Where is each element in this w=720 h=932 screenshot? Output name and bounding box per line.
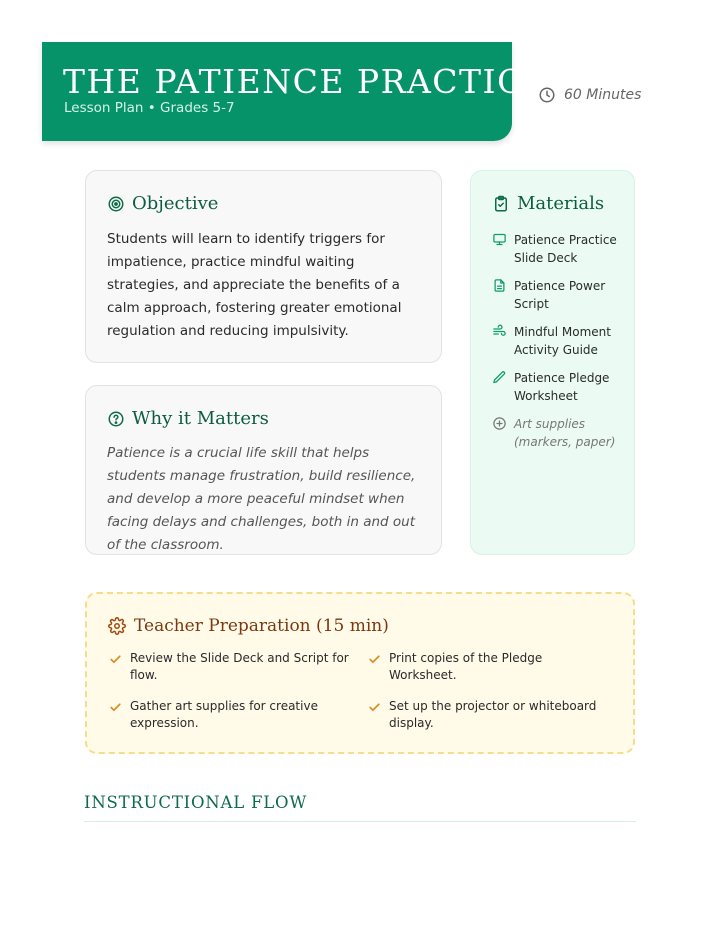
target-icon [107, 195, 125, 213]
materials-title: Materials [517, 193, 605, 214]
materials-card [470, 170, 635, 555]
section-divider [84, 821, 636, 822]
teacher-preparation-card [85, 592, 635, 754]
document-icon [492, 278, 507, 293]
checkmark-icon [109, 701, 122, 714]
duration-badge [538, 86, 641, 104]
materials-item-label: Patience Power Script [514, 279, 606, 311]
preparation-title: Teacher Preparation (15 min) [134, 616, 389, 636]
plus-circle-icon [492, 416, 507, 431]
page-subtitle: Lesson Plan • Grades 5-7 [64, 100, 235, 116]
preparation-item [368, 650, 608, 684]
why-text: Patience is a crucial life skill that helps students manage frustration, build resilience, and develop a more peaceful mindset when facing delays and challenges, both in and out of the classroom. [107, 445, 416, 553]
question-circle-icon [107, 410, 125, 428]
materials-item-label: Mindful Moment Activity Guide [514, 325, 611, 357]
monitor-icon [492, 232, 507, 247]
pencil-icon [492, 370, 507, 385]
preparation-item-label: Print copies of the Pledge Worksheet. [389, 651, 543, 682]
preparation-item-label: Gather art supplies for creative expression. [130, 699, 318, 730]
gear-icon [108, 617, 126, 635]
why-header [107, 408, 269, 429]
preparation-item-label: Set up the projector or whiteboard display. [389, 699, 597, 730]
materials-item [492, 323, 622, 359]
objective-card [85, 170, 442, 363]
objective-text: Students will learn to identify triggers for impatience, practice mindful waiting strategies, and appreciate the benefits of a calm approach, fostering greater emotional regulation and reducing impulsivity. [107, 231, 402, 339]
preparation-item [368, 698, 608, 732]
preparation-item [109, 698, 349, 732]
why-title: Why it Matters [132, 408, 269, 429]
instructional-flow-heading: INSTRUCTIONAL FLOW [84, 793, 308, 812]
checkmark-icon [109, 653, 122, 666]
materials-item [492, 415, 622, 451]
wind-icon [492, 324, 507, 339]
clock-icon [538, 86, 556, 104]
materials-item-label: Patience Practice Slide Deck [514, 233, 617, 265]
materials-item-label: Art supplies (markers, paper) [514, 417, 616, 449]
why-card [85, 385, 442, 555]
materials-list [492, 231, 622, 461]
preparation-item [109, 650, 349, 684]
materials-item [492, 369, 622, 405]
page-title: THE PATIENCE PRACTICE [63, 62, 550, 101]
clipboard-check-icon [492, 195, 510, 213]
materials-item [492, 277, 622, 313]
preparation-header [108, 616, 389, 636]
objective-header [107, 193, 218, 214]
materials-item [492, 231, 622, 267]
title-banner [42, 42, 550, 141]
checkmark-icon [368, 701, 381, 714]
materials-header [492, 193, 604, 214]
objective-title: Objective [132, 193, 219, 214]
materials-item-label: Patience Pledge Worksheet [514, 371, 610, 403]
duration-text: 60 Minutes [564, 87, 642, 103]
checkmark-icon [368, 653, 381, 666]
preparation-item-label: Review the Slide Deck and Script for flow. [130, 651, 349, 682]
